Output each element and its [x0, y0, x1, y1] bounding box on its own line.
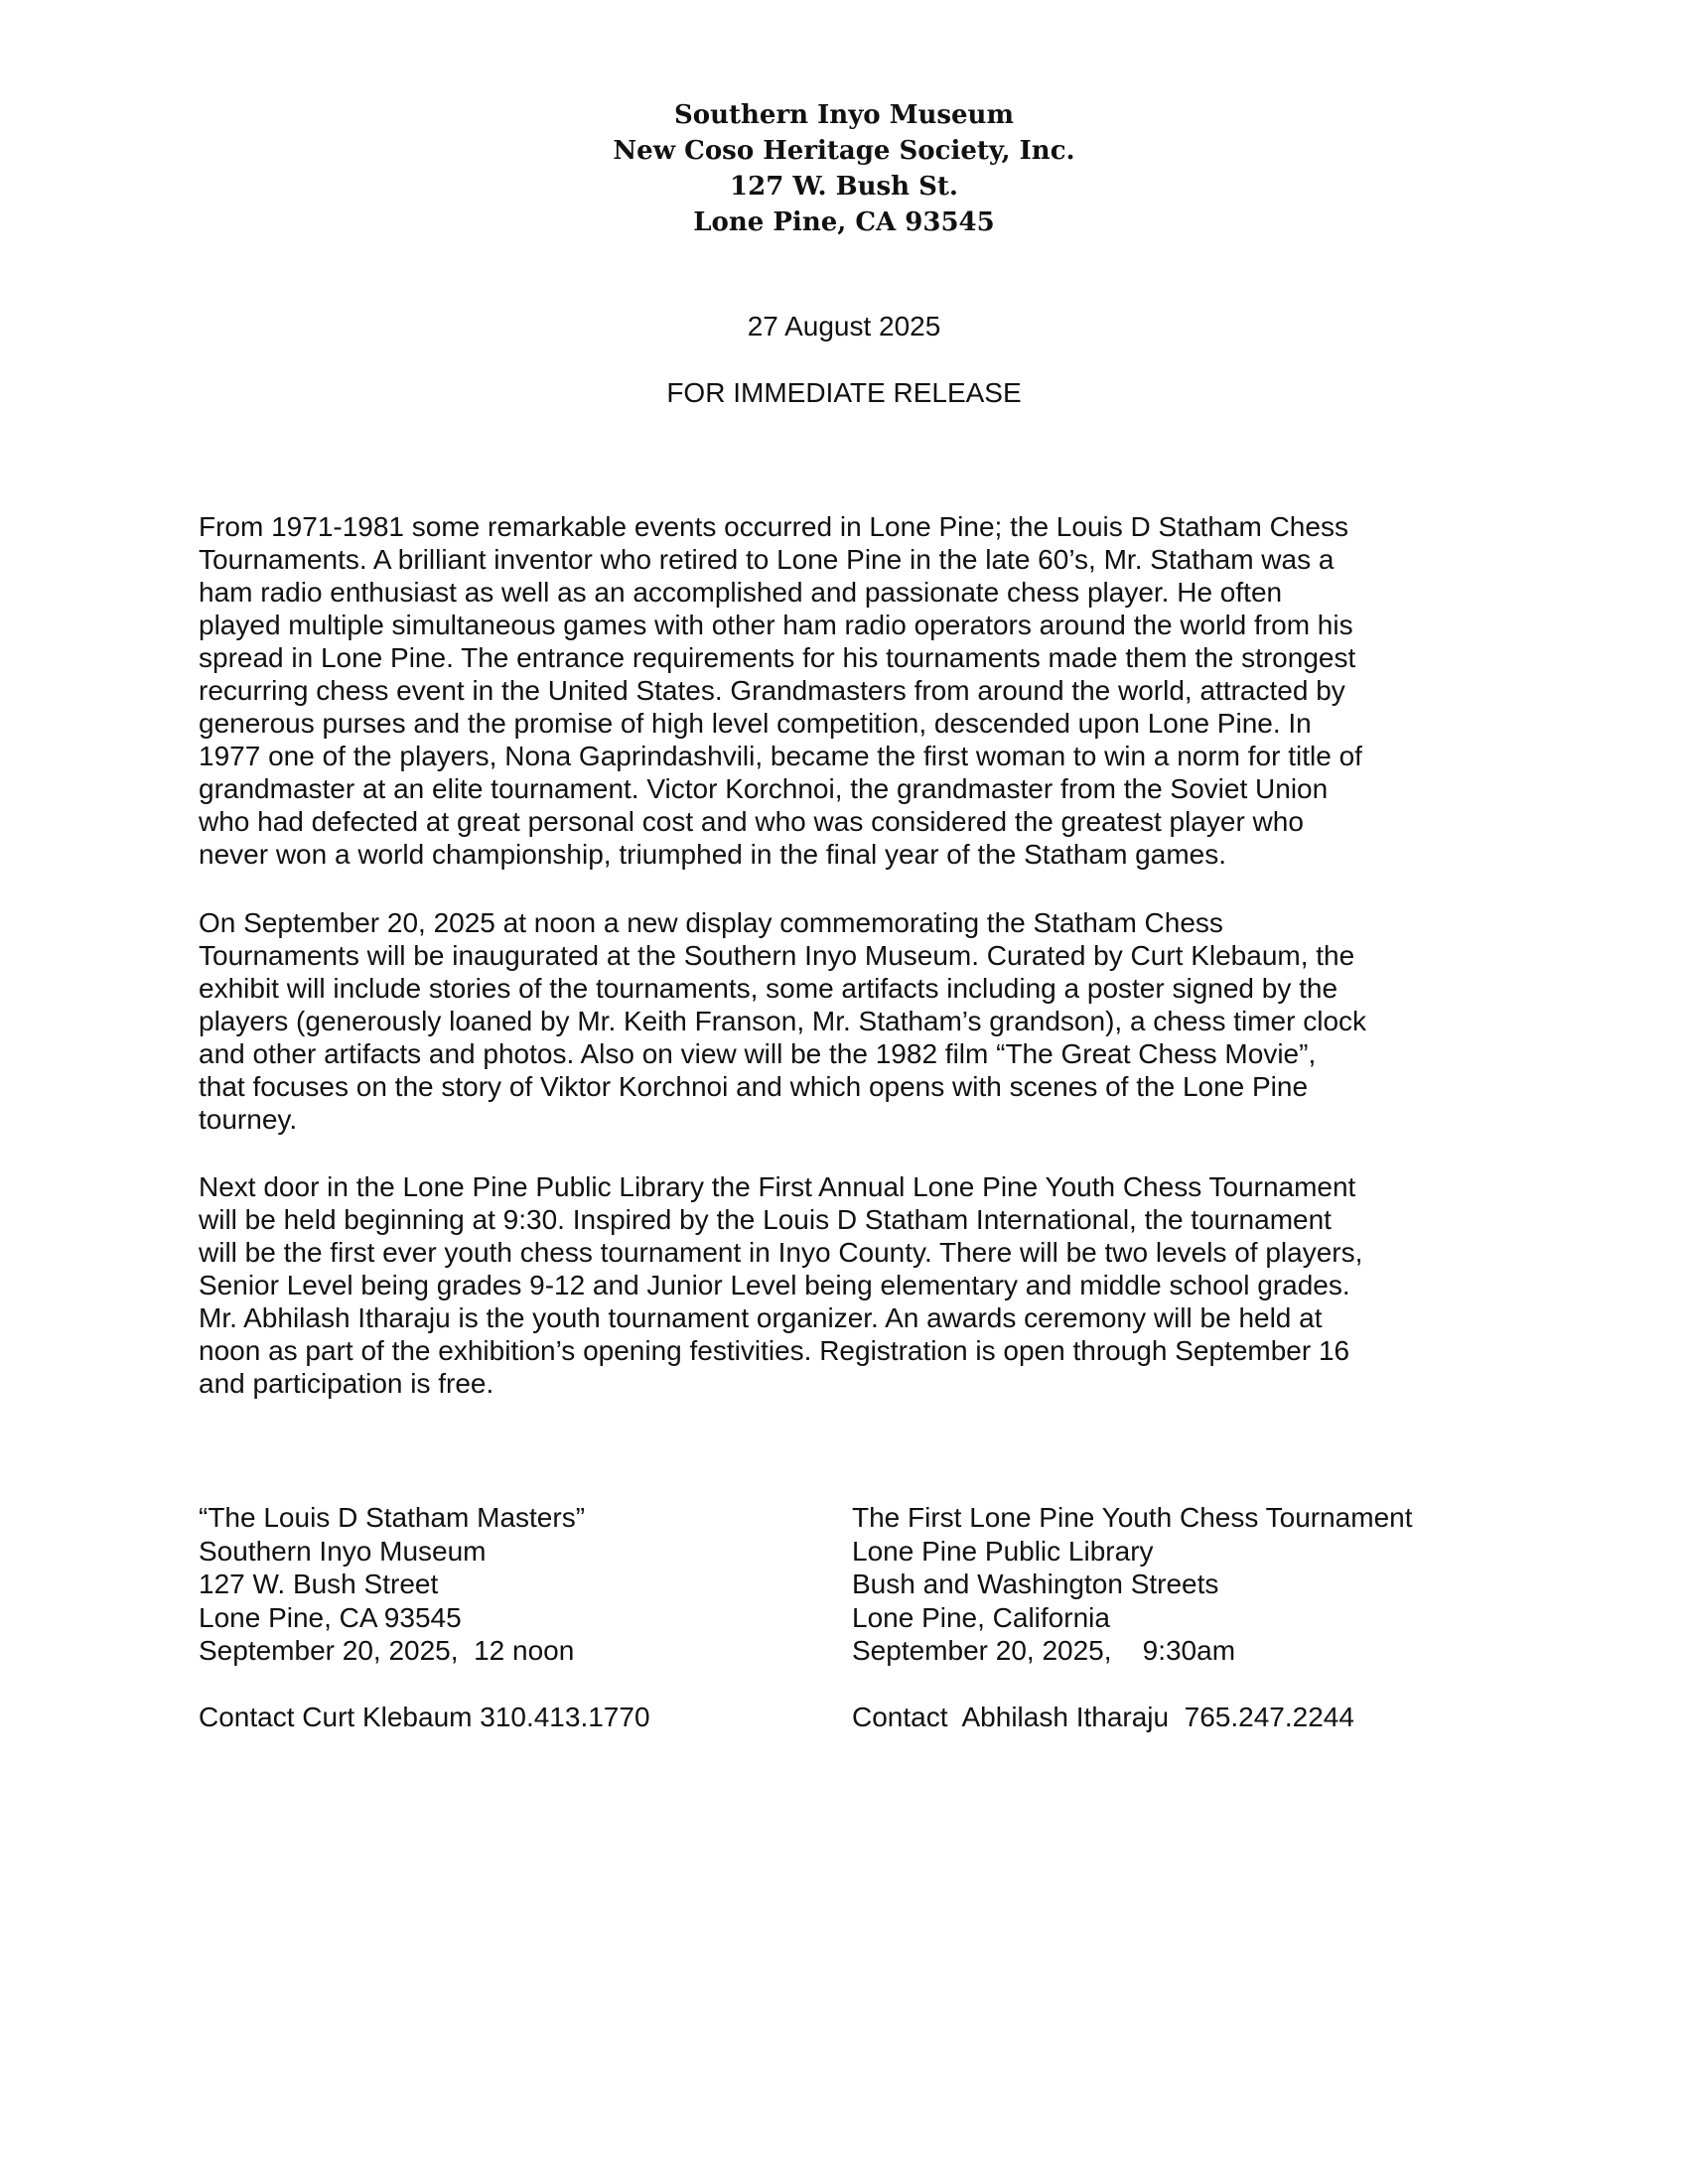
letterhead-museum-name: Southern Inyo Museum: [674, 100, 1014, 130]
event-city: Lone Pine, California: [852, 1601, 1110, 1633]
paragraph-line: noon as part of the exhibition’s opening festivities. Registration is open through September 16: [199, 1335, 1350, 1366]
event-details-masters: [199, 1501, 814, 1733]
event-city: Lone Pine, CA 93545: [199, 1601, 462, 1633]
paragraph-line: Tournaments will be inaugurated at the Southern Inyo Museum. Curated by Curt Klebaum, the: [199, 940, 1355, 971]
paragraph-line: that focuses on the story of Viktor Korchnoi and which opens with scenes of the Lone Pine: [199, 1071, 1309, 1102]
paragraph-line: and other artifacts and photos. Also on view will be the 1982 film “The Great Chess Movie”,: [199, 1038, 1317, 1069]
paragraph-line: will be held beginning at 9:30. Inspired by the Louis D Statham International, the tournament: [199, 1204, 1332, 1235]
paragraph-history: [199, 510, 1499, 871]
event-details-youth: [852, 1501, 1497, 1733]
paragraph-line: ham radio enthusiast as well as an accomplished and passionate chess player. He often: [199, 577, 1283, 608]
release-type: FOR IMMEDIATE RELEASE: [666, 377, 1022, 408]
paragraph-line: players (generously loaned by Mr. Keith Franson, Mr. Statham’s grandson), a chess timer clock: [199, 1006, 1367, 1036]
event-datetime: September 20, 2025, 9:30am: [852, 1635, 1236, 1666]
event-contact: Contact Curt Klebaum 310.413.1770: [199, 1701, 650, 1732]
paragraph-line: 1977 one of the players, Nona Gaprindashvili, became the first woman to win a norm for title of: [199, 741, 1362, 771]
letterhead-society-name: New Coso Heritage Society, Inc.: [613, 136, 1075, 166]
letterhead-street-address: 127 W. Bush St.: [730, 172, 958, 202]
letterhead-city-state-zip: Lone Pine, CA 93545: [693, 207, 995, 237]
paragraph-line: From 1971-1981 some remarkable events occurred in Lone Pine; the Louis D Statham Chess: [199, 511, 1348, 542]
event-contact: Contact Abhilash Itharaju 765.247.2244: [852, 1701, 1354, 1732]
paragraph-line: Mr. Abhilash Itharaju is the youth tournament organizer. An awards ceremony will be held at: [199, 1302, 1323, 1333]
paragraph-line: spread in Lone Pine. The entrance requirements for his tournaments made them the strongest: [199, 642, 1356, 673]
event-datetime: September 20, 2025, 12 noon: [199, 1635, 575, 1666]
event-street: 127 W. Bush Street: [199, 1569, 439, 1599]
paragraph-line: tourney.: [199, 1104, 298, 1135]
paragraph-line: grandmaster at an elite tournament. Victor Korchnoi, the grandmaster from the Soviet Union: [199, 773, 1329, 804]
paragraph-exhibit: [199, 906, 1499, 1136]
paragraph-line: Next door in the Lone Pine Public Library the First Annual Lone Pine Youth Chess Tournament: [199, 1171, 1356, 1202]
event-title: “The Louis D Statham Masters”: [199, 1502, 586, 1533]
paragraph-line: recurring chess event in the United States. Grandmasters from around the world, attracted by: [199, 675, 1345, 706]
paragraph-line: Tournaments. A brilliant inventor who retired to Lone Pine in the late 60’s, Mr. Statham was a: [199, 544, 1335, 575]
paragraph-line: and participation is free.: [199, 1368, 494, 1399]
paragraph-line: Senior Level being grades 9-12 and Junior Level being elementary and middle school grades.: [199, 1270, 1350, 1300]
event-venue: Southern Inyo Museum: [199, 1535, 487, 1567]
paragraph-line: who had defected at great personal cost and who was considered the greatest player who: [199, 806, 1304, 837]
release-date: 27 August 2025: [747, 311, 941, 341]
event-street: Bush and Washington Streets: [852, 1569, 1219, 1599]
paragraph-line: exhibit will include stories of the tournaments, some artifacts including a poster signed by the: [199, 973, 1338, 1004]
paragraph-line: never won a world championship, triumphed in the final year of the Statham games.: [199, 839, 1227, 870]
paragraph-youth-tournament: [199, 1170, 1499, 1400]
letterhead: [0, 97, 1688, 240]
paragraph-line: generous purses and the promise of high level competition, descended upon Lone Pine. In: [199, 708, 1312, 739]
event-title: The First Lone Pine Youth Chess Tournament: [852, 1502, 1413, 1533]
paragraph-line: will be the first ever youth chess tournament in Inyo County. There will be two levels of players,: [199, 1237, 1363, 1268]
event-venue: Lone Pine Public Library: [852, 1535, 1154, 1567]
paragraph-line: played multiple simultaneous games with other ham radio operators around the world from his: [199, 610, 1353, 640]
paragraph-line: On September 20, 2025 at noon a new display commemorating the Statham Chess: [199, 907, 1223, 938]
